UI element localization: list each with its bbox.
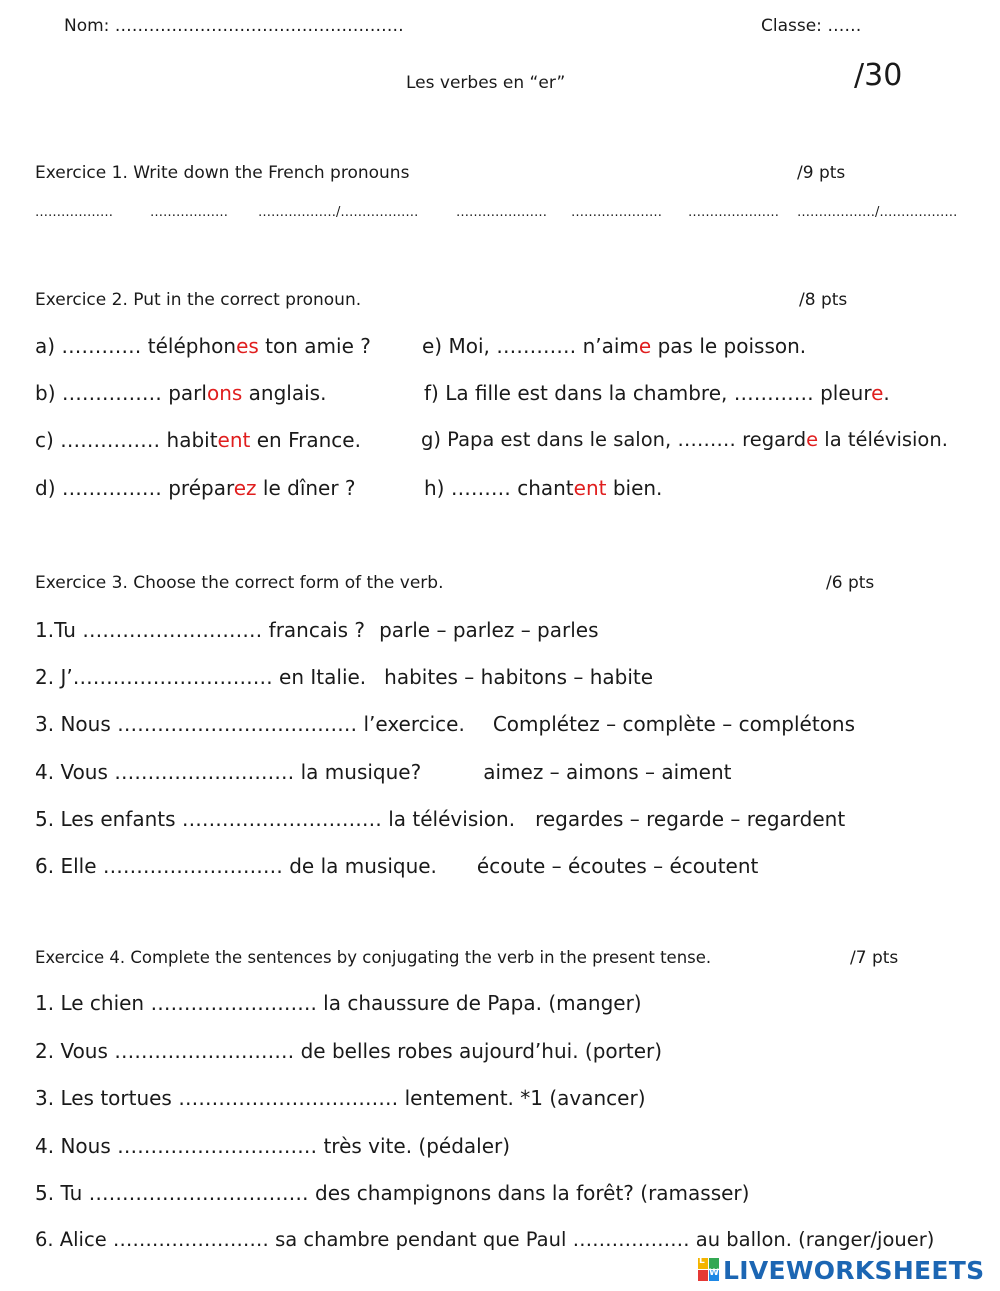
ex2-item-d[interactable]: d) …………… préparez le dîner ? xyxy=(35,476,356,500)
class-field: Classe: …… xyxy=(761,16,862,36)
worksheet-title: Les verbes en “er” xyxy=(406,73,566,93)
ex4-item-6[interactable]: 6. Alice …………………… sa chambre pendant que Paul ……………… au ballon. (ranger/jouer) xyxy=(35,1228,935,1251)
ex3-item-2[interactable]: 2. J’………………………… en Italie. habites – habitons – habite xyxy=(35,665,654,689)
ex3-item-6[interactable]: 6. Elle ……………………… de la musique. écoute – écoutes – écoutent xyxy=(35,854,759,878)
ex4-title: Exercice 4. Complete the sentences by conjugating the verb in the present tense. xyxy=(35,948,712,967)
ex4-item-2[interactable]: 2. Vous ……………………… de belles robes aujourd’hui. (porter) xyxy=(35,1039,663,1063)
logo-mark-letter: L xyxy=(699,1256,705,1266)
ex3-item-1[interactable]: 1.Tu ……………………… francais ? parle – parlez – parles xyxy=(35,618,599,642)
ex1-blank[interactable]: ……………… xyxy=(150,205,228,220)
ex4-item-4[interactable]: 4. Nous ………………………… très vite. (pédaler) xyxy=(35,1134,511,1158)
ex2-title: Exercice 2. Put in the correct pronoun. xyxy=(35,290,362,310)
name-field: Nom: …………………………………………… xyxy=(64,16,404,36)
ex1-blank[interactable]: ………………… xyxy=(571,205,662,220)
ex2-item-a[interactable]: a) ………… téléphones ton amie ? xyxy=(35,334,371,358)
ex4-item-1[interactable]: 1. Le chien ……………………. la chaussure de Papa. (manger) xyxy=(35,991,642,1015)
ex2-item-g[interactable]: g) Papa est dans le salon, ……… regarde la télévision. xyxy=(421,428,948,451)
ex4-item-3[interactable]: 3. Les tortues …………………………… lentement. *1 (avancer) xyxy=(35,1086,646,1110)
ex1-blank[interactable]: ………………… xyxy=(688,205,779,220)
logo-mark-letter: W xyxy=(709,1268,719,1278)
ex2-item-e[interactable]: e) Moi, ………… n’aime pas le poisson. xyxy=(422,334,807,358)
ex2-item-h[interactable]: h) ……… chantent bien. xyxy=(424,476,663,500)
ex1-points: /9 pts xyxy=(797,163,846,183)
liveworksheets-logo-text: LIVEWORKSHEETS xyxy=(723,1255,985,1285)
total-score: /30 xyxy=(854,58,903,93)
ex3-item-4[interactable]: 4. Vous ……………………… la musique? aimez – aimons – aiment xyxy=(35,760,732,784)
ex3-item-5[interactable]: 5. Les enfants ………………………… la télévision. regardes – regarde – regardent xyxy=(35,807,846,831)
ex4-points: /7 pts xyxy=(850,948,899,968)
ex2-points: /8 pts xyxy=(799,290,848,310)
ex1-blank[interactable]: ………………/……………… xyxy=(258,205,419,220)
ex3-points: /6 pts xyxy=(826,573,875,593)
ex1-blank[interactable]: ………………/……………… xyxy=(797,205,958,220)
ex3-title: Exercice 3. Choose the correct form of the verb. xyxy=(35,573,444,593)
ex1-blank[interactable]: ………………… xyxy=(456,205,547,220)
ex3-item-3[interactable]: 3. Nous ……………………………… l’exercice. Complétez – complète – complétons xyxy=(35,712,856,736)
liveworksheets-logo[interactable] xyxy=(698,1256,984,1284)
ex4-item-5[interactable]: 5. Tu …………………………… des champignons dans la forêt? (ramasser) xyxy=(35,1181,750,1205)
ex1-title: Exercice 1. Write down the French pronouns xyxy=(35,163,410,183)
ex1-blank[interactable]: ……………… xyxy=(35,205,113,220)
ex2-item-b[interactable]: b) …………… parlons anglais. xyxy=(35,381,327,405)
ex2-item-f[interactable]: f) La fille est dans la chambre, ………… pleure. xyxy=(424,381,890,405)
ex2-item-c[interactable]: c) …………… habitent en France. xyxy=(35,428,361,452)
liveworksheets-logo-icon xyxy=(698,1258,720,1282)
